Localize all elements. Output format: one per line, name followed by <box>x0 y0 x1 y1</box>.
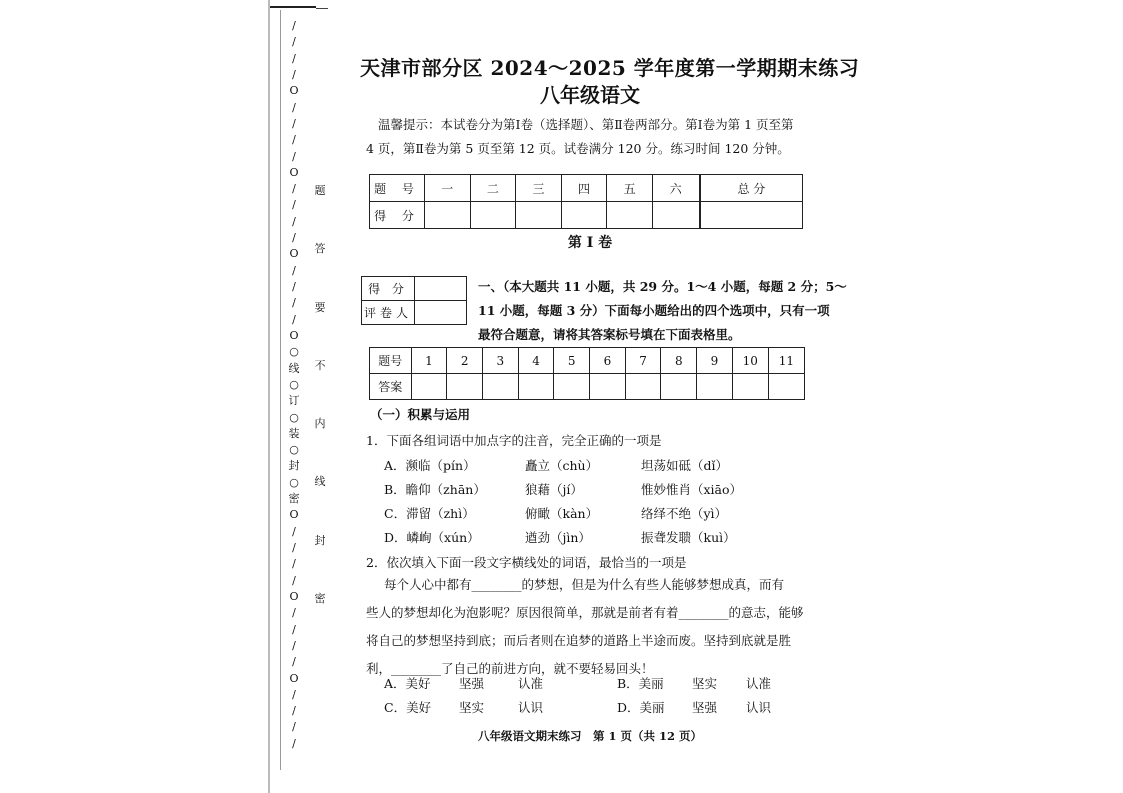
score-cell[interactable] <box>425 202 471 229</box>
notice-line-1: 温馨提示：本试卷分为第Ⅰ卷（选择题）、第Ⅱ卷两部分。第Ⅰ卷为第 1 页至第 <box>378 117 794 132</box>
binding-mark: / <box>292 655 296 669</box>
answer-table-a-label: 答案 <box>370 374 412 400</box>
q1-option-c-3: 络绎不绝（yì） <box>641 506 728 521</box>
binding-mark: 密 <box>288 492 300 506</box>
q2-option-c-2: 坚实 <box>459 700 485 715</box>
q2-option-b-2: 坚实 <box>692 676 718 691</box>
score-col-6: 六 <box>652 175 699 202</box>
binding-mark: / <box>292 606 296 620</box>
binding-mark: ○ <box>289 443 299 457</box>
binding-mark: 线 <box>288 361 300 375</box>
passage-line-2: 些人的梦想却化为泡影呢？原因很简单，那就是前者有着________的意志，能够 <box>366 605 804 620</box>
binding-mark: O <box>289 508 299 522</box>
q2-option-c-1: C．美好 <box>384 700 432 715</box>
passage-line-3: 将自己的梦想坚持到底；而后者则在追梦的道路上半途而废。坚持到底就是胜 <box>366 633 792 648</box>
binding-mark: 订 <box>288 394 300 408</box>
section-1-line-1: 一、（本大题共 11 小题，共 29 分。1～4 小题，每题 2 分；5～ <box>478 279 847 294</box>
q2-option-d-3: 认识 <box>746 700 772 715</box>
binding-mark: / <box>292 622 296 636</box>
answer-cell-1[interactable] <box>411 374 447 400</box>
score-table-row-label: 得 分 <box>370 202 425 229</box>
score-cell[interactable] <box>607 202 653 229</box>
top-rule-short <box>316 8 328 9</box>
answer-table <box>369 347 805 400</box>
binding-marks <box>287 20 301 750</box>
q1-option-a-1: A．濒临（pín） <box>384 458 476 473</box>
q1-option-b-2: 狼藉（jí） <box>525 482 583 497</box>
q2-option-b-1: B．美丽 <box>617 676 664 691</box>
binding-mark: / <box>292 51 296 65</box>
q2-option-a-1: A．美好 <box>384 676 431 691</box>
q1-option-d-3: 振聋发聩（kuì） <box>641 530 736 545</box>
q1-option-d-2: 遒劲（jìn） <box>525 530 591 545</box>
score-col-total: 总 分 <box>700 175 803 202</box>
answer-number-2: 2 <box>447 348 483 374</box>
score-col-5: 五 <box>607 175 653 202</box>
score-cell[interactable] <box>516 202 562 229</box>
exam-subtitle: 八年级语文 <box>540 83 640 107</box>
binding-word: 线 <box>314 475 326 489</box>
binding-mark: O <box>289 165 299 179</box>
answer-cell-9[interactable] <box>697 374 733 400</box>
binding-mark: / <box>292 720 296 734</box>
question-2-passage <box>366 571 812 683</box>
exam-notice <box>366 113 814 161</box>
score-col-4: 四 <box>561 175 607 202</box>
answer-cell-6[interactable] <box>590 374 626 400</box>
binding-word: 密 <box>314 591 326 605</box>
volume-title: 第 Ⅰ 卷 <box>567 235 613 251</box>
section-1-line-3: 最符合题意，请将其答案标号填在下面表格里。 <box>478 327 741 342</box>
passage-line-4: 利，________了自己的前进方向，就不要轻易回头！ <box>366 661 654 676</box>
binding-word: 要 <box>314 300 326 314</box>
binding-mark: / <box>292 638 296 652</box>
answer-number-10: 10 <box>732 348 768 374</box>
score-cell-total[interactable] <box>700 202 803 229</box>
answer-number-8: 8 <box>661 348 697 374</box>
binding-mark: / <box>292 541 296 554</box>
binding-words <box>312 185 328 605</box>
binding-mark: / <box>292 231 296 245</box>
score-cell[interactable] <box>561 202 607 229</box>
score-table <box>369 174 803 229</box>
section-1-intro <box>478 275 847 347</box>
binding-word: 内 <box>314 417 326 431</box>
q1-option-c-1: C．滞留（zhì） <box>384 506 475 521</box>
q2-option-a-3: 认准 <box>518 676 544 691</box>
score-col-3: 三 <box>516 175 562 202</box>
answer-cell-3[interactable] <box>482 374 518 400</box>
binding-mark: / <box>292 198 296 212</box>
binding-mark: / <box>292 133 296 147</box>
q1-option-b-3: 惟妙惟肖（xiāo） <box>641 482 743 497</box>
answer-cell-5[interactable] <box>554 374 590 400</box>
page-footer: 八年级语文期末练习 第 1 页（共 12 页） <box>477 729 703 743</box>
q1-option-b-1: B．瞻仰（zhān） <box>384 482 486 497</box>
answer-cell-2[interactable] <box>447 374 483 400</box>
binding-mark: O <box>289 328 299 342</box>
answer-number-11: 11 <box>768 348 804 374</box>
answer-cell-10[interactable] <box>732 374 768 400</box>
binding-mark: ○ <box>289 377 299 391</box>
exam-title: 天津市部分区 2024～2025 学年度第一学期期末练习 <box>360 56 860 80</box>
answer-number-7: 7 <box>625 348 661 374</box>
grader-score-label: 得 分 <box>362 277 415 301</box>
binding-mark: / <box>292 35 296 49</box>
answer-cell-11[interactable] <box>768 374 804 400</box>
grader-name-label: 评卷人 <box>362 301 415 325</box>
answer-number-1: 1 <box>411 348 447 374</box>
q2-option-a-2: 坚强 <box>459 676 485 691</box>
answer-cell-4[interactable] <box>518 374 554 400</box>
q1-option-d-1: D．嶙峋（xún） <box>384 530 480 545</box>
q1-option-a-2: 矗立（chù） <box>525 458 599 473</box>
binding-mark: 封 <box>288 459 300 473</box>
binding-mark: / <box>292 149 296 163</box>
binding-mark: / <box>292 19 296 32</box>
answer-number-6: 6 <box>590 348 626 374</box>
question-2-stem: 2．依次填入下面一段文字横线处的词语，最恰当的一项是 <box>366 555 687 570</box>
answer-table-q-label: 题号 <box>370 348 412 374</box>
binding-mark: / <box>292 182 296 196</box>
binding-mark: / <box>292 312 296 326</box>
q1-option-c-2: 俯瞰（kàn） <box>525 506 599 521</box>
binding-mark: O <box>289 589 299 603</box>
top-rule <box>270 6 316 8</box>
grader-score-cell[interactable] <box>415 277 467 301</box>
score-col-2: 二 <box>470 175 516 202</box>
grader-name-cell[interactable] <box>415 301 467 325</box>
binding-word: 题 <box>314 184 326 197</box>
binding-mark: ○ <box>289 475 299 489</box>
answer-cell-8[interactable] <box>661 374 697 400</box>
binding-mark: / <box>292 67 296 81</box>
page-left-edge <box>268 0 270 793</box>
binding-mark: O <box>289 671 299 685</box>
passage-line-1: 每个人心中都有________的梦想，但是为什么有些人能够梦想成真，而有 <box>384 577 785 592</box>
binding-mark: ○ <box>289 410 299 424</box>
binding-mark: / <box>292 296 296 310</box>
binding-mark: ○ <box>289 345 299 359</box>
binding-word: 封 <box>314 533 326 547</box>
binding-word: 不 <box>314 358 326 372</box>
q2-option-b-3: 认准 <box>746 676 772 691</box>
answer-number-4: 4 <box>518 348 554 374</box>
section-1-line-2: 11 小题，每题 3 分）下面每小题给出的四个选项中，只有一项 <box>478 303 830 318</box>
binding-mark: 装 <box>288 426 300 440</box>
q2-option-d-2: 坚强 <box>692 700 718 715</box>
binding-mark: / <box>292 214 296 228</box>
binding-mark: / <box>292 100 296 114</box>
answer-number-9: 9 <box>697 348 733 374</box>
score-table-header-label: 题 号 <box>370 175 425 202</box>
binding-line <box>280 10 281 770</box>
binding-mark: / <box>292 116 296 130</box>
notice-line-2: 4 页，第Ⅱ卷为第 5 页至第 12 页。试卷满分 120 分。练习时间 120 分钟。 <box>366 141 790 156</box>
question-1-stem: 1．下面各组词语中加点字的注音，完全正确的一项是 <box>366 433 662 448</box>
grader-table <box>361 276 467 325</box>
binding-mark: / <box>292 263 296 277</box>
answer-cell-7[interactable] <box>625 374 661 400</box>
binding-mark: / <box>292 524 296 538</box>
binding-mark: / <box>292 736 296 750</box>
binding-mark: / <box>292 687 296 701</box>
score-cell[interactable] <box>652 202 699 229</box>
score-cell[interactable] <box>470 202 516 229</box>
score-col-1: 一 <box>425 175 471 202</box>
binding-mark: / <box>292 573 296 587</box>
q2-option-d-1: D．美丽 <box>617 700 665 715</box>
binding-mark: O <box>289 247 299 261</box>
q2-option-c-3: 认识 <box>518 700 544 715</box>
binding-mark: / <box>292 704 296 718</box>
binding-mark: / <box>292 557 296 571</box>
binding-mark: / <box>292 280 296 293</box>
q1-option-a-3: 坦荡如砥（dǐ） <box>641 458 728 473</box>
part-1-title: （一）积累与运用 <box>370 407 471 422</box>
answer-number-3: 3 <box>482 348 518 374</box>
binding-mark: O <box>289 84 299 98</box>
binding-word: 答 <box>314 242 326 256</box>
answer-number-5: 5 <box>554 348 590 374</box>
